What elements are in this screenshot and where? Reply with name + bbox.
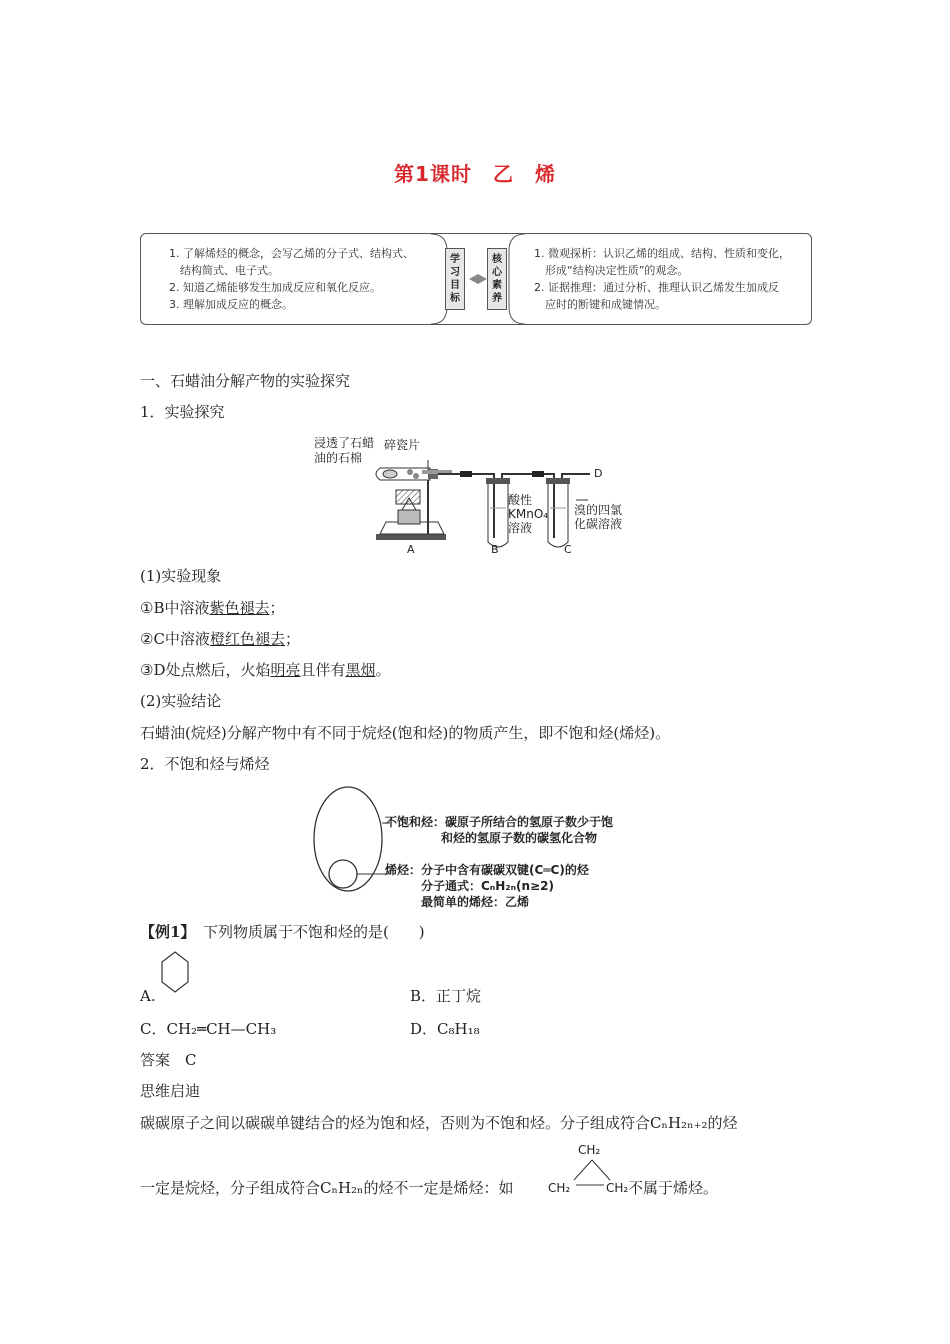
label-d: D — [594, 467, 603, 480]
goal-item: 应时的断键和成键情况。 — [534, 298, 666, 311]
ring-top-ch2: CH₂ — [578, 1143, 601, 1157]
label-b: B — [491, 543, 499, 556]
option-c: C．CH₂═CH—CH₃ — [140, 1020, 277, 1038]
goal-item: 3. 理解加成反应的概念。 — [169, 298, 293, 311]
thinking-text-1: 碳碳原子之间以碳碳单键结合的烃为饱和烃，否则为不饱和烃。分子组成符合CₙH₂ₙ₊₂的烃 — [140, 1114, 738, 1132]
porcelain-label: 碎瓷片 — [384, 438, 421, 452]
label-c: C — [564, 543, 572, 556]
example-question: 【例1】 下列物质属于不饱和烃的是( ) — [140, 923, 425, 941]
section-heading: 一、石蜡油分解产物的实验探究 — [140, 372, 351, 390]
answer: 答案 C — [140, 1051, 197, 1069]
alkene-definition: 烯烃：分子中含有碳碳双键(C═C)的烃 分子通式：CₙH₂ₙ(n≥2) 最简单的烯烃：乙烯 — [385, 863, 589, 909]
phenomena-heading: (1)实验现象 — [140, 567, 222, 585]
thinking-text-2: 一定是烷烃，分子组成符合CₙH₂ₙ的烃不一定是烯烃：如 — [140, 1179, 514, 1197]
bromine-label: 溴的四氯 化碳溶液 — [574, 503, 623, 531]
goal-item: 2. 知道乙烯能够发生加成反应和氧化反应。 — [169, 281, 381, 294]
core-literacy-list — [534, 245, 790, 313]
subsection-heading: 1．实验探究 — [140, 403, 225, 421]
core-literacy-tag: 核 心 素 养 — [487, 248, 507, 310]
conclusion-text: 石蜡油(烷烃)分解产物中有不同于烷烃(饱和烃)的物质产生，即不饱和烃(烯烃)。 — [140, 724, 671, 742]
phenomenon-b: ①B中溶液紫色褪去； — [140, 599, 285, 617]
option-a: A. — [140, 987, 156, 1005]
goal-item: 2. 证据推理：通过分析、推理认识乙烯发生加成反 — [534, 281, 779, 294]
goal-item: 形成“结构决定性质”的观念。 — [534, 264, 689, 277]
cyclohexene-structure — [160, 950, 190, 996]
option-d: D．C₈H₁₈ — [410, 1020, 480, 1038]
option-b: B．正丁烷 — [410, 987, 482, 1005]
label-a: A — [407, 543, 415, 556]
learning-goals-list — [169, 245, 414, 313]
goal-item: 1. 了解烯烃的概念，会写乙烯的分子式、结构式、 — [169, 247, 414, 260]
venn-diagram — [310, 785, 390, 895]
subsection-heading: 2．不饱和烃与烯烃 — [140, 755, 270, 773]
kmno4-label: 酸性 KMnO₄ 溶液 — [508, 493, 549, 535]
thinking-heading: 思维启迪 — [140, 1082, 201, 1100]
phenomenon-d: ③D处点燃后，火焰明亮且伴有黑烟。 — [140, 661, 391, 679]
ring-right-ch2: CH₂ — [606, 1181, 629, 1195]
phenomenon-c: ②C中溶液橙红色褪去； — [140, 630, 300, 648]
unsaturated-definition: 不饱和烃：碳原子所结合的氢原子数少于饱 和烃的氢原子数的碳氢化合物 — [385, 815, 614, 845]
cotton-label: 浸透了石蜡 油的石棉 — [314, 436, 375, 465]
goal-item: 1. 微观探析：认识乙烯的组成、结构、性质和变化， — [534, 247, 790, 260]
learning-goals-tag: 学 习 目 标 — [445, 248, 465, 310]
ring-left-ch2: CH₂ — [548, 1181, 571, 1195]
page-title: 第1课时 乙 烯 — [394, 162, 556, 186]
thinking-text-2-end: 不属于烯烃。 — [628, 1179, 719, 1197]
goals-box — [140, 233, 812, 325]
conclusion-heading: (2)实验结论 — [140, 692, 222, 710]
goal-item: 结构简式、电子式。 — [169, 264, 279, 277]
